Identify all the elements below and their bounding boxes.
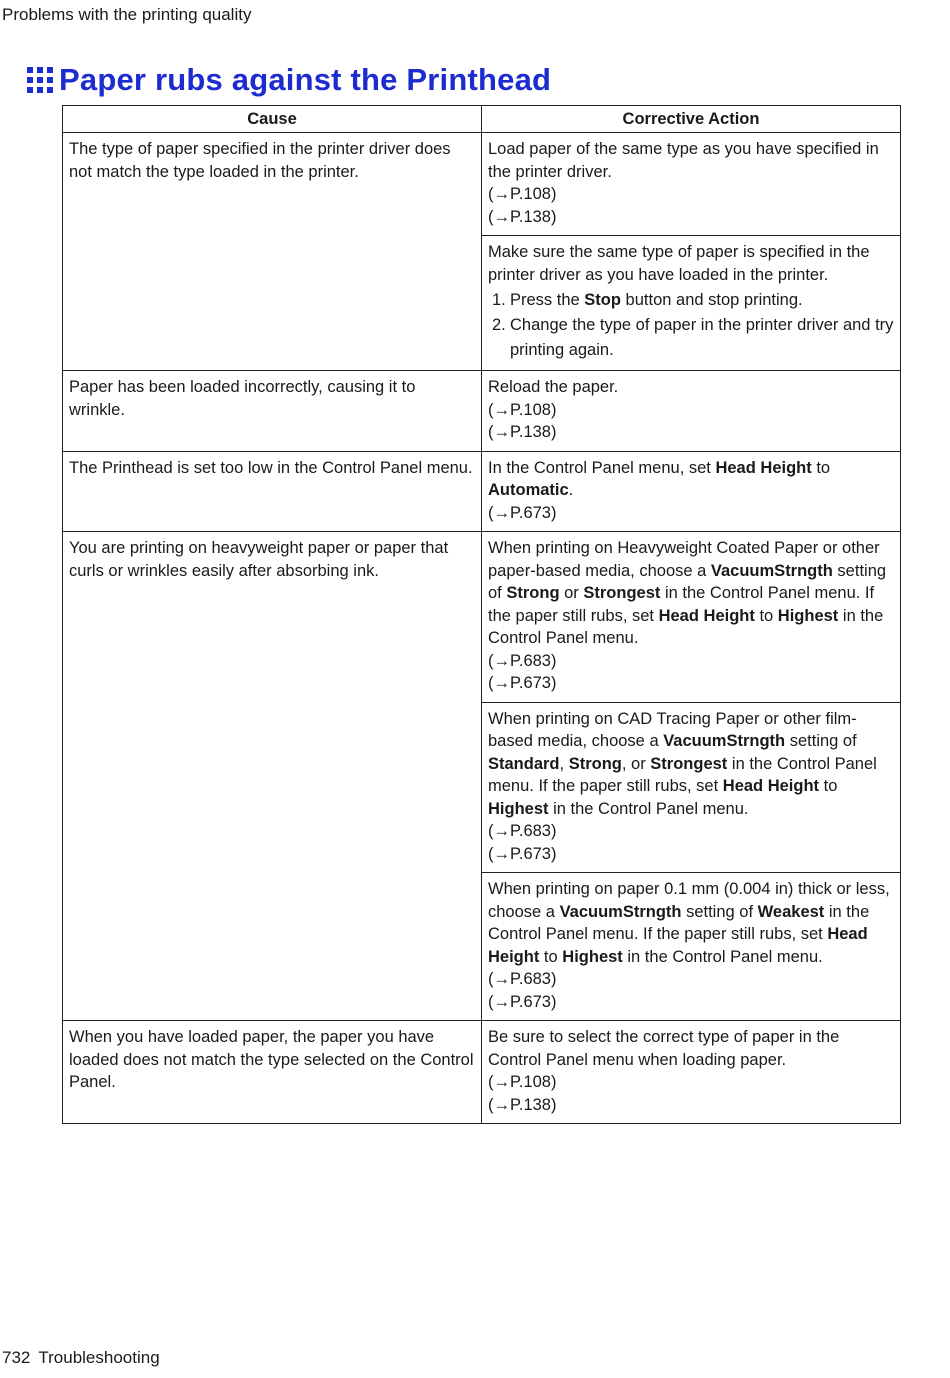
action-text-segment: to bbox=[754, 606, 778, 625]
action-text bbox=[488, 878, 894, 968]
page-reference: (→P.673) bbox=[488, 674, 557, 692]
table-row bbox=[63, 1021, 901, 1124]
emphasized-term: Strongest bbox=[583, 584, 661, 602]
emphasized-term: Head Height bbox=[722, 777, 820, 795]
action-text-segment: When printing on CAD Tracing Paper or other film-based media, choose a bbox=[488, 709, 857, 750]
grid-icon bbox=[27, 67, 53, 93]
table-header-row bbox=[63, 106, 901, 133]
table-row bbox=[63, 532, 901, 703]
action-text-segment: to bbox=[819, 777, 838, 795]
page-reference: (→P.683) bbox=[488, 651, 557, 670]
corrective-action-cell bbox=[482, 451, 901, 532]
action-text-segment: in the Control Panel menu. bbox=[622, 947, 823, 966]
action-text-segment: When printing on paper 0.1 mm (0.004 in) thick or less, choose a bbox=[488, 880, 890, 921]
page-reference: (→P.138) bbox=[488, 1095, 557, 1114]
corrective-action-cell bbox=[482, 702, 901, 873]
table-row bbox=[63, 133, 901, 236]
step-text: Press the bbox=[510, 291, 585, 309]
page-reference: (→P.138) bbox=[488, 423, 557, 441]
cause-cell: When you have loaded paper, the paper you have loaded does not match the type selected on the Control Panel. bbox=[63, 1021, 482, 1124]
action-text-segment: in the Control Panel menu. If the paper still rubs, set bbox=[488, 584, 875, 625]
emphasized-term: Automatic bbox=[488, 481, 569, 499]
corrective-action-cell bbox=[482, 371, 901, 452]
page-reference: (→P.108) bbox=[488, 1073, 557, 1091]
action-text-segment: . bbox=[568, 481, 574, 499]
emphasized-term: Highest bbox=[488, 799, 549, 818]
emphasized-term: VacuumStrngth bbox=[663, 732, 786, 750]
emphasized-term: VacuumStrngth bbox=[559, 902, 682, 921]
page-reference: (→P.673) bbox=[488, 503, 557, 522]
emphasized-term: Strong bbox=[506, 584, 560, 602]
action-text-segment: in the Control Panel menu. If the paper still rubs, set bbox=[488, 754, 877, 795]
step-item bbox=[488, 313, 894, 363]
section-heading bbox=[27, 60, 551, 100]
emphasized-term: Head Height bbox=[488, 925, 868, 966]
page-reference: (→P.138) bbox=[488, 207, 557, 226]
cause-cell: The type of paper specified in the printer driver does not match the type loaded in the printer. bbox=[63, 133, 482, 371]
page-reference: (→P.108) bbox=[488, 400, 557, 419]
corrective-action-cell bbox=[482, 1021, 901, 1124]
troubleshooting-table bbox=[62, 105, 901, 1124]
step-number: 1. bbox=[492, 291, 506, 309]
action-text-segment: to bbox=[539, 947, 563, 966]
emphasized-term: Standard bbox=[488, 754, 560, 773]
action-text bbox=[488, 708, 894, 821]
action-text-segment: or bbox=[559, 584, 584, 602]
action-text: Load paper of the same type as you have specified in the printer driver. bbox=[488, 140, 879, 181]
emphasized-term: Head Height bbox=[658, 606, 755, 625]
action-text: Reload the paper. bbox=[488, 378, 619, 396]
page-reference: (→P.673) bbox=[488, 992, 557, 1011]
emphasized-term: Strong bbox=[568, 754, 622, 773]
step-text: Change the type of paper in the printer driver and try printing again. bbox=[510, 316, 894, 359]
footer-section: Troubleshooting bbox=[38, 1348, 160, 1367]
emphasized-term: Highest bbox=[562, 947, 623, 966]
action-text: Make sure the same type of paper is specified in the printer driver as you have loaded in the printer. bbox=[488, 243, 870, 284]
steps-list bbox=[488, 288, 894, 363]
step-text: button and stop printing. bbox=[620, 291, 803, 309]
emphasized-term: Weakest bbox=[757, 902, 825, 921]
action-column-header: Corrective Action bbox=[482, 106, 901, 133]
section-title: Paper rubs against the Printhead bbox=[59, 62, 552, 97]
step-number: 2. bbox=[492, 316, 506, 334]
action-text-segment: in the Control Panel menu. If the paper still rubs, set bbox=[488, 902, 870, 943]
action-text bbox=[488, 537, 894, 650]
page-reference: (→P.683) bbox=[488, 970, 557, 988]
corrective-action-cell bbox=[482, 236, 901, 371]
action-text-segment: in the Control Panel menu. bbox=[488, 606, 884, 647]
cause-cell: Paper has been loaded incorrectly, causing it to wrinkle. bbox=[63, 371, 482, 452]
action-text-segment: , or bbox=[621, 754, 651, 773]
page-reference: (→P.683) bbox=[488, 822, 557, 840]
emphasized-term: Head Height bbox=[715, 458, 812, 477]
corrective-action-cell bbox=[482, 873, 901, 1021]
page-reference: (→P.673) bbox=[488, 844, 557, 863]
corrective-action-cell bbox=[482, 532, 901, 703]
action-text-segment: In the Control Panel menu, set bbox=[488, 458, 716, 477]
action-text-segment: When printing on Heavyweight Coated Paper or other paper-based media, choose a bbox=[488, 539, 880, 580]
emphasized-term: Strongest bbox=[650, 754, 728, 773]
emphasized-term: VacuumStrngth bbox=[710, 561, 833, 580]
cause-cell: You are printing on heavyweight paper or paper that curls or wrinkles easily after absorbing ink. bbox=[63, 532, 482, 1021]
emphasized-term: Stop bbox=[584, 291, 621, 309]
action-text-segment: setting of bbox=[681, 902, 758, 921]
action-text-segment: setting of bbox=[488, 561, 887, 602]
page-number: 732 bbox=[2, 1348, 31, 1367]
cause-cell: The Printhead is set too low in the Control Panel menu. bbox=[63, 451, 482, 532]
action-text-segment: in the Control Panel menu. bbox=[548, 799, 749, 818]
action-text-segment: , bbox=[559, 754, 569, 773]
action-text-segment: setting of bbox=[785, 732, 857, 750]
action-text bbox=[488, 457, 894, 502]
action-text-segment: to bbox=[811, 458, 831, 477]
corrective-action-cell bbox=[482, 133, 901, 236]
running-header: Problems with the printing quality bbox=[2, 5, 252, 24]
page-reference: (→P.108) bbox=[488, 185, 557, 203]
page-footer bbox=[2, 1348, 160, 1368]
emphasized-term: Highest bbox=[777, 606, 839, 625]
action-text: Be sure to select the correct type of paper in the Control Panel menu when loading paper. bbox=[488, 1028, 840, 1069]
cause-column-header: Cause bbox=[63, 106, 482, 133]
step-item bbox=[488, 288, 894, 313]
table-row bbox=[63, 451, 901, 532]
table-row bbox=[63, 371, 901, 452]
